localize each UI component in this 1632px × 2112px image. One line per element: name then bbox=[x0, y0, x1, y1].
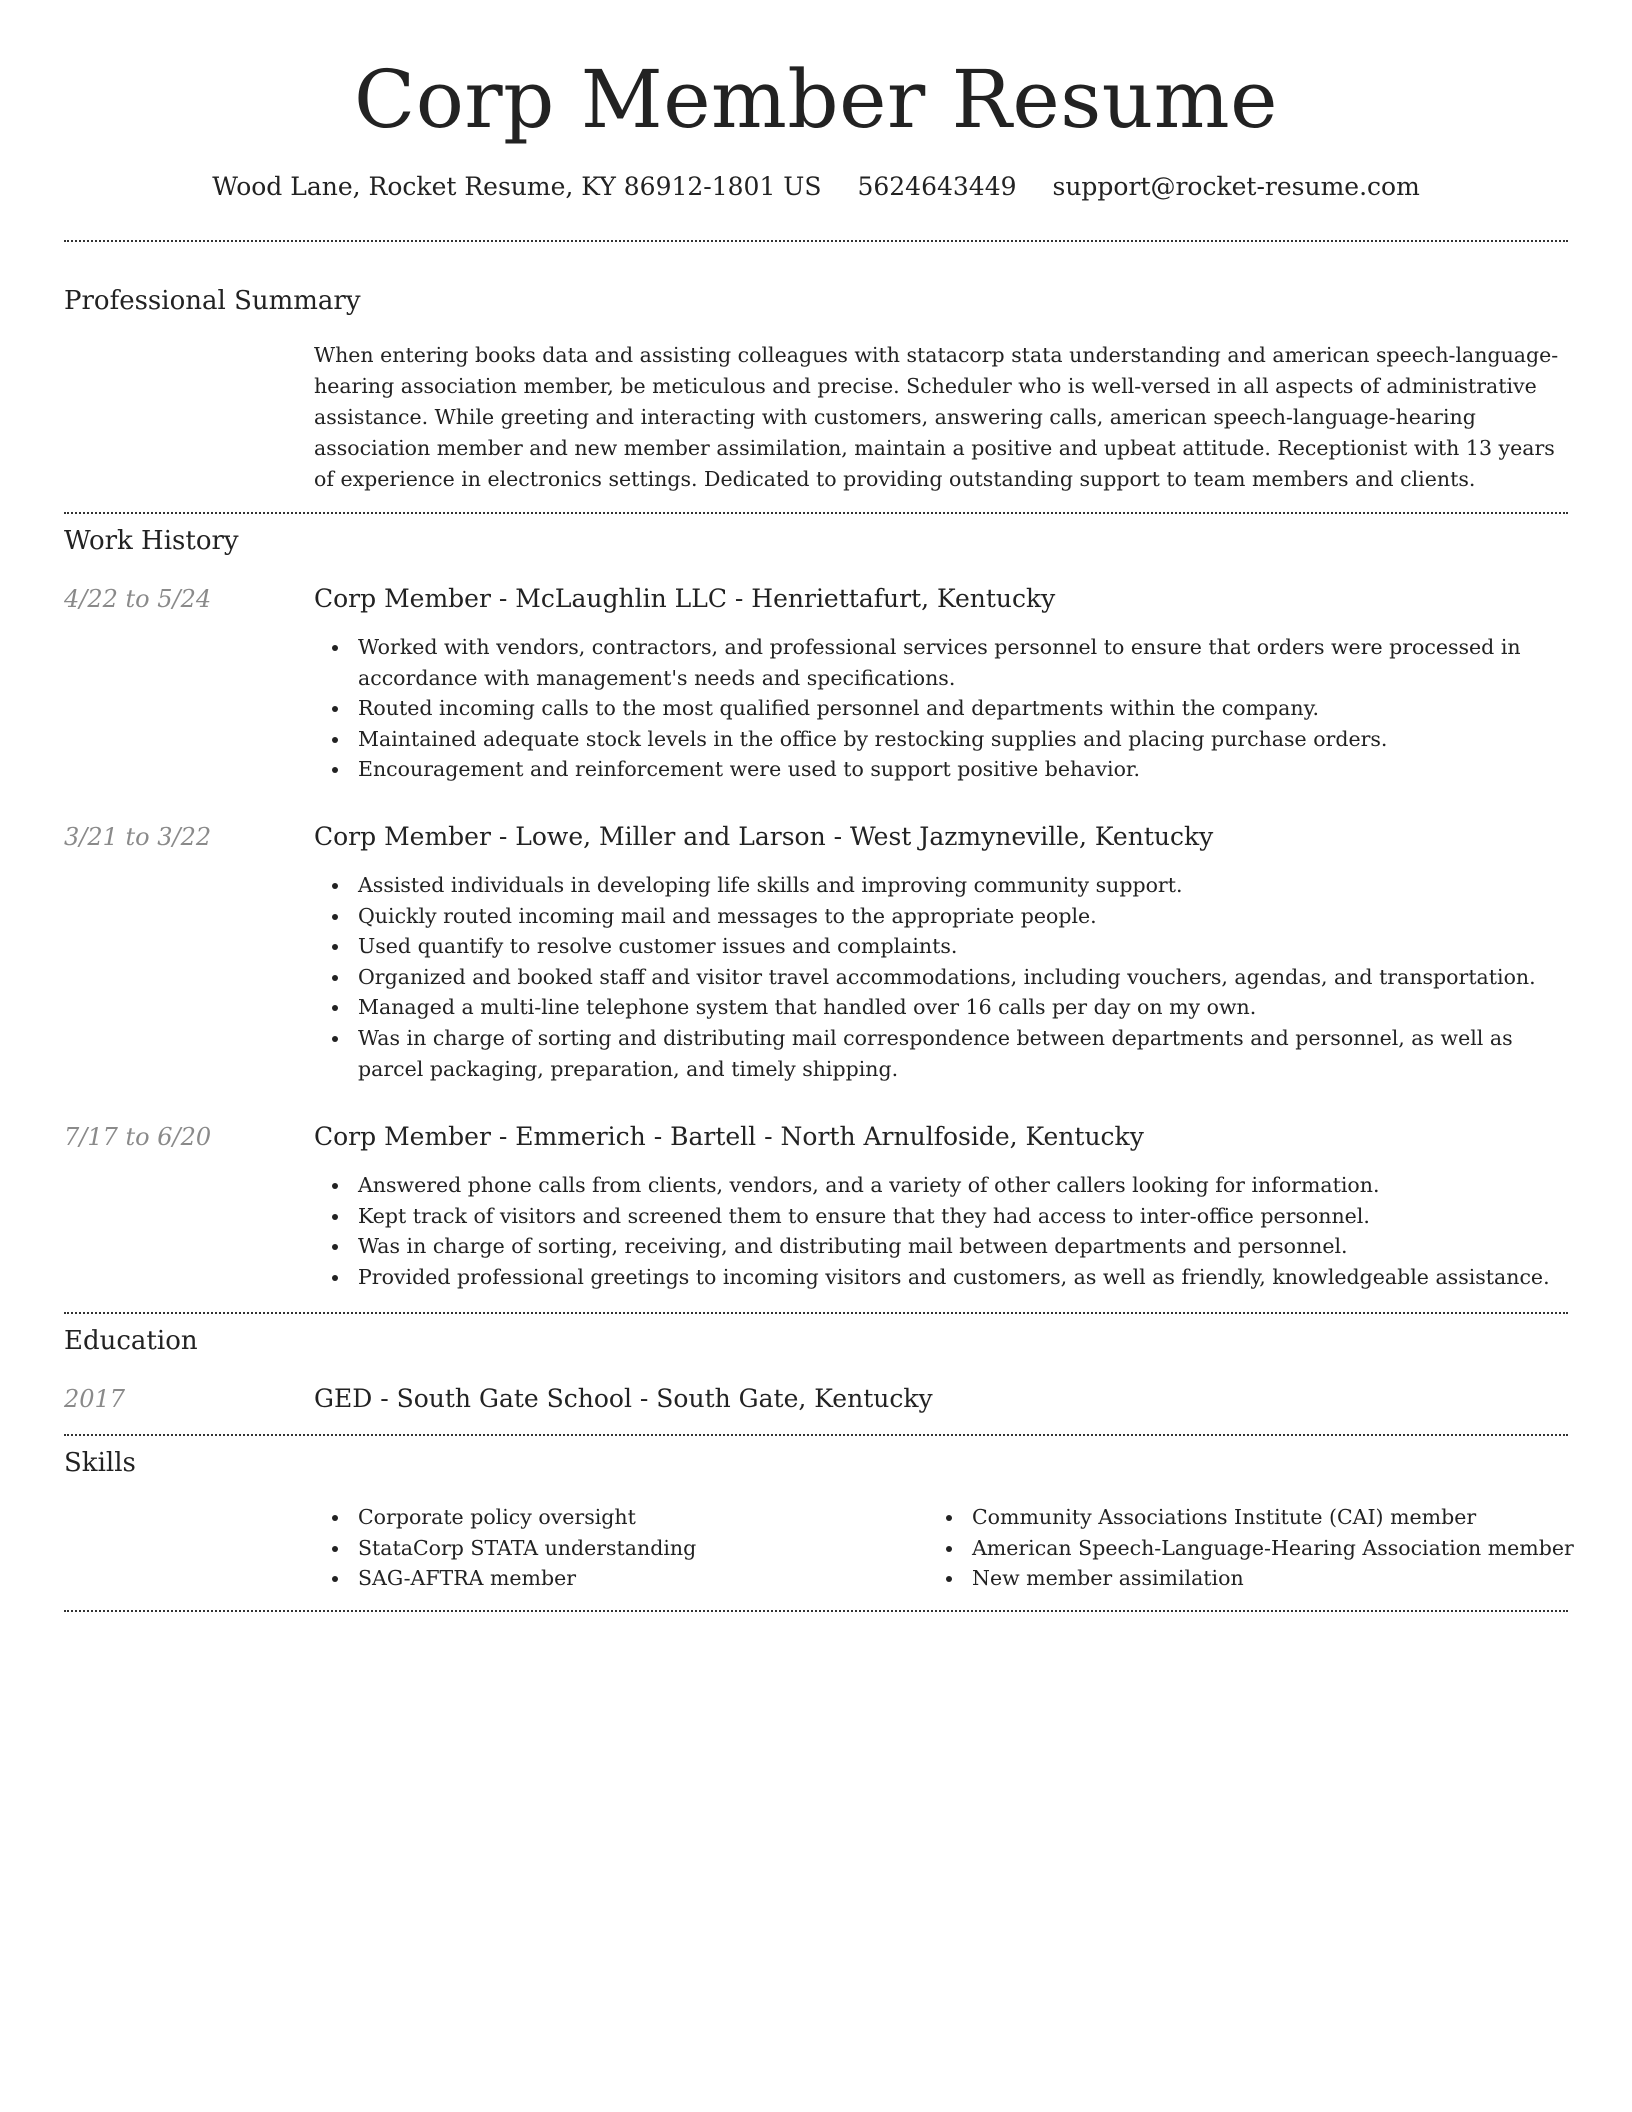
job-bullet: Assisted individuals in developing life skills and improving community support. bbox=[314, 870, 1568, 901]
job-dates: 4/22 to 5/24 bbox=[64, 585, 212, 613]
skill-item: StataCorp STATA understanding bbox=[314, 1533, 914, 1564]
skills-list-left bbox=[314, 1502, 914, 1594]
summary-section-title: Professional Summary bbox=[64, 286, 361, 316]
divider bbox=[64, 1610, 1568, 1612]
skills-list-right bbox=[928, 1502, 1574, 1594]
job-bullet: Quickly routed incoming mail and messages to the appropriate people. bbox=[314, 901, 1568, 932]
divider bbox=[64, 240, 1568, 242]
job-bullet: Kept track of visitors and screened them to ensure that they had access to inter-office personnel. bbox=[314, 1201, 1568, 1232]
resume-name: Corp Member Resume bbox=[354, 53, 1278, 146]
education-section-title: Education bbox=[64, 1326, 198, 1356]
resume-page bbox=[64, 0, 1574, 2112]
job-bullet: Answered phone calls from clients, vendors, and a variety of other callers looking for information. bbox=[314, 1170, 1568, 1201]
skill-item: Corporate policy oversight bbox=[314, 1502, 914, 1533]
job-bullet: Was in charge of sorting, receiving, and distributing mail between departments and personnel. bbox=[314, 1231, 1568, 1262]
skill-item: American Speech-Language-Hearing Association member bbox=[928, 1533, 1568, 1564]
skill-item: SAG-AFTRA member bbox=[314, 1563, 914, 1594]
skill-item: New member assimilation bbox=[928, 1563, 1568, 1594]
skill-item: Community Associations Institute (CAI) member bbox=[928, 1502, 1568, 1533]
divider bbox=[64, 1434, 1568, 1436]
job-bullet: Managed a multi-line telephone system that handled over 16 calls per day on my own. bbox=[314, 992, 1568, 1023]
job-bullet: Provided professional greetings to incoming visitors and customers, as well as friendly, knowledgeable assistance. bbox=[314, 1262, 1568, 1293]
education-heading: GED - South Gate School - South Gate, Kentucky bbox=[314, 1384, 933, 1413]
job-bullet: Maintained adequate stock levels in the office by restocking supplies and placing purchase orders. bbox=[314, 724, 1568, 755]
job-bullet: Encouragement and reinforcement were used to support positive behavior. bbox=[314, 754, 1568, 785]
contact-line bbox=[64, 170, 1568, 204]
email-text: support@rocket-resume.com bbox=[1052, 172, 1420, 201]
job-heading: Corp Member - Emmerich - Bartell - North Arnulfoside, Kentucky bbox=[314, 1122, 1144, 1151]
phone-text: 5624643449 bbox=[857, 172, 1017, 201]
job-bullet-list bbox=[314, 870, 1568, 1084]
job-bullet: Routed incoming calls to the most qualified personnel and departments within the company. bbox=[314, 693, 1568, 724]
job-bullet-list bbox=[314, 1170, 1568, 1292]
education-year: 2017 bbox=[64, 1385, 126, 1413]
job-dates: 3/21 to 3/22 bbox=[64, 823, 212, 851]
work-section-title: Work History bbox=[64, 526, 239, 556]
address-text: Wood Lane, Rocket Resume, KY 86912-1801 US bbox=[212, 172, 822, 201]
divider bbox=[64, 1312, 1568, 1314]
summary-text: When entering books data and assisting colleagues with statacorp stata understanding and american speech-language-hearing association member, be meticulous and precise. Scheduler who is well-versed in all aspects of administrative assistance. While greeting and interacting with customers, answering calls, american speech-language-hearing association member and new member assimilation, maintain a positive and upbeat attitude. Receptionist with 13 years of experience in electronics settings. Dedicated to providing outstanding support to team members and clients. bbox=[314, 343, 1559, 491]
job-bullet: Used quantify to resolve customer issues and complaints. bbox=[314, 931, 1568, 962]
job-bullet-list bbox=[314, 632, 1568, 785]
job-heading: Corp Member - McLaughlin LLC - Henriettafurt, Kentucky bbox=[314, 584, 1056, 613]
divider bbox=[64, 512, 1568, 514]
job-bullet: Was in charge of sorting and distributing mail correspondence between departments and personnel, as well as parcel packaging, preparation, and timely shipping. bbox=[314, 1023, 1568, 1084]
job-bullet: Worked with vendors, contractors, and professional services personnel to ensure that orders were processed in accordance with management's needs and specifications. bbox=[314, 632, 1568, 693]
job-dates: 7/17 to 6/20 bbox=[64, 1123, 212, 1151]
job-bullet: Organized and booked staff and visitor travel accommodations, including vouchers, agendas, and transportation. bbox=[314, 962, 1568, 993]
skills-section-title: Skills bbox=[64, 1448, 136, 1478]
job-heading: Corp Member - Lowe, Miller and Larson - West Jazmyneville, Kentucky bbox=[314, 822, 1214, 851]
